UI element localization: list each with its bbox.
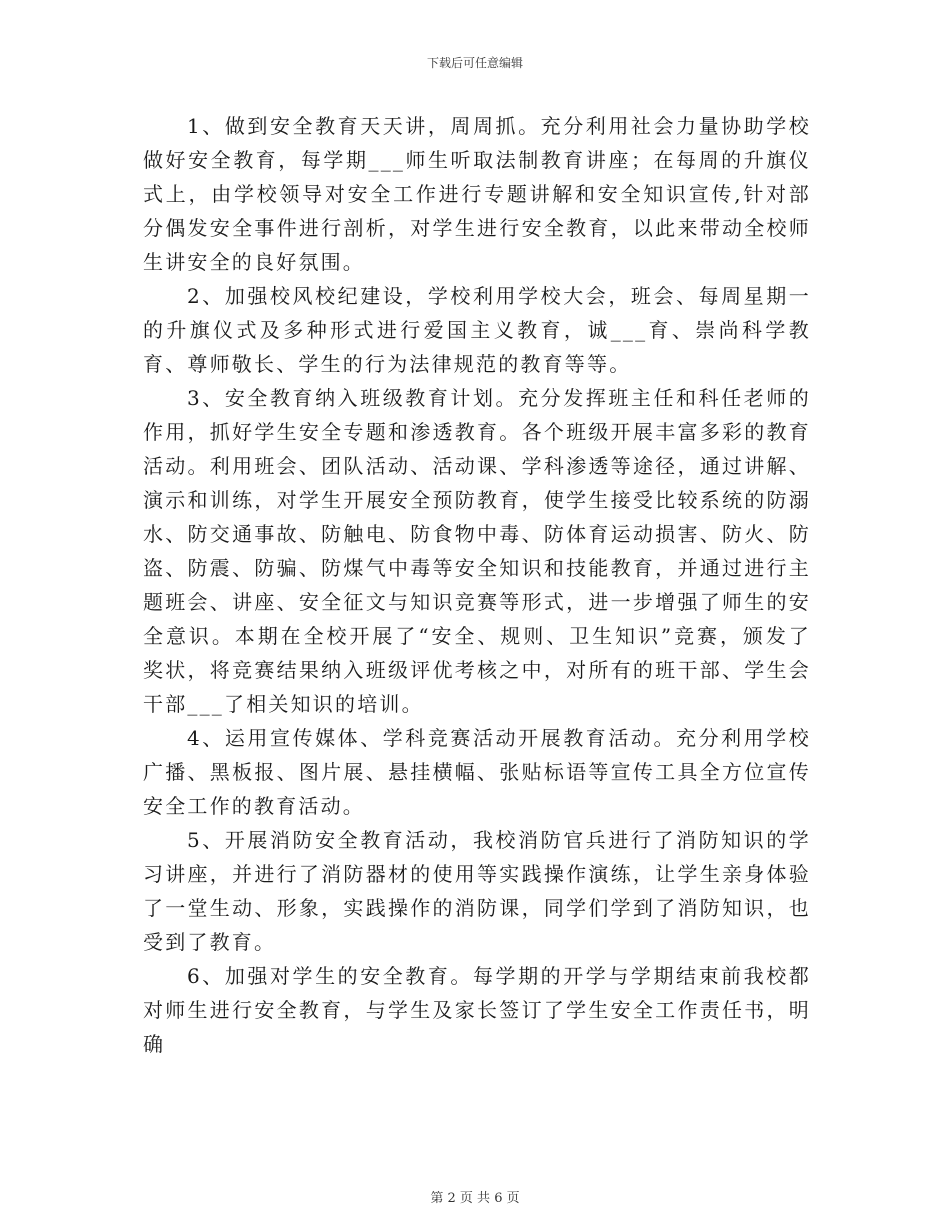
page-footer: 第 2 页 共 6 页	[430, 1191, 520, 1206]
paragraph-2: 2、加强校风校纪建设，学校利用学校大会，班会、每周星期一的升旗仪式及多种形式进行爱国主义教育，诚___育、崇尚科学教育、尊师敬长、学生的行为法律规范的教育等等。	[143, 284, 811, 376]
page-header: 下载后可任意编辑	[426, 56, 523, 70]
paragraph-6: 6、加强对学生的安全教育。每学期的开学与学期结束前我校都对师生进行安全教育，与学生及家长签订了学生安全工作责任书，明确	[143, 964, 811, 1056]
paragraph-3: 3、安全教育纳入班级教育计划。充分发挥班主任和科任老师的作用，抓好学生安全专题和渗透教育。各个班级开展丰富多彩的教育活动。利用班会、团队活动、活动课、学科渗透等途径，通过讲解、演示和训练，对学生开展安全预防教育，使学生接受比较系统的防溺水、防交通事故、防触电、防食物中毒、防体育运动损害、防火、防盗、防震、防骗、防煤气中毒等安全知识和技能教育，并通过进行主题班会、讲座、安全征文与知识竞赛等形式，进一步增强了师生的安全意识。本期在全校开展了“安全、规则、卫生知识”竞赛，颁发了奖状，将竞赛结果纳入班级评优考核之中，对所有的班干部、学生会干部___了相关知识的培训。	[143, 386, 811, 716]
paragraph-4: 4、运用宣传媒体、学科竞赛活动开展教育活动。充分利用学校广播、黑板报、图片展、悬挂横幅、张贴标语等宣传工具全方位宣传安全工作的教育活动。	[143, 726, 811, 818]
paragraph-1: 1、做到安全教育天天讲，周周抓。充分利用社会力量协助学校做好安全教育，每学期___师生听取法制教育讲座；在每周的升旗仪式上，由学校领导对安全工作进行专题讲解和安全知识宣传,针对部分偶发安全事件进行剖析，对学生进行安全教育，以此来带动全校师生讲安全的良好氛围。	[143, 114, 811, 274]
paragraph-5: 5、开展消防安全教育活动，我校消防官兵进行了消防知识的学习讲座，并进行了消防器材的使用等实践操作演练，让学生亲身体验了一堂生动、形象，实践操作的消防课，同学们学到了消防知识，也受到了教育。	[143, 828, 811, 954]
document-body	[143, 109, 811, 1061]
